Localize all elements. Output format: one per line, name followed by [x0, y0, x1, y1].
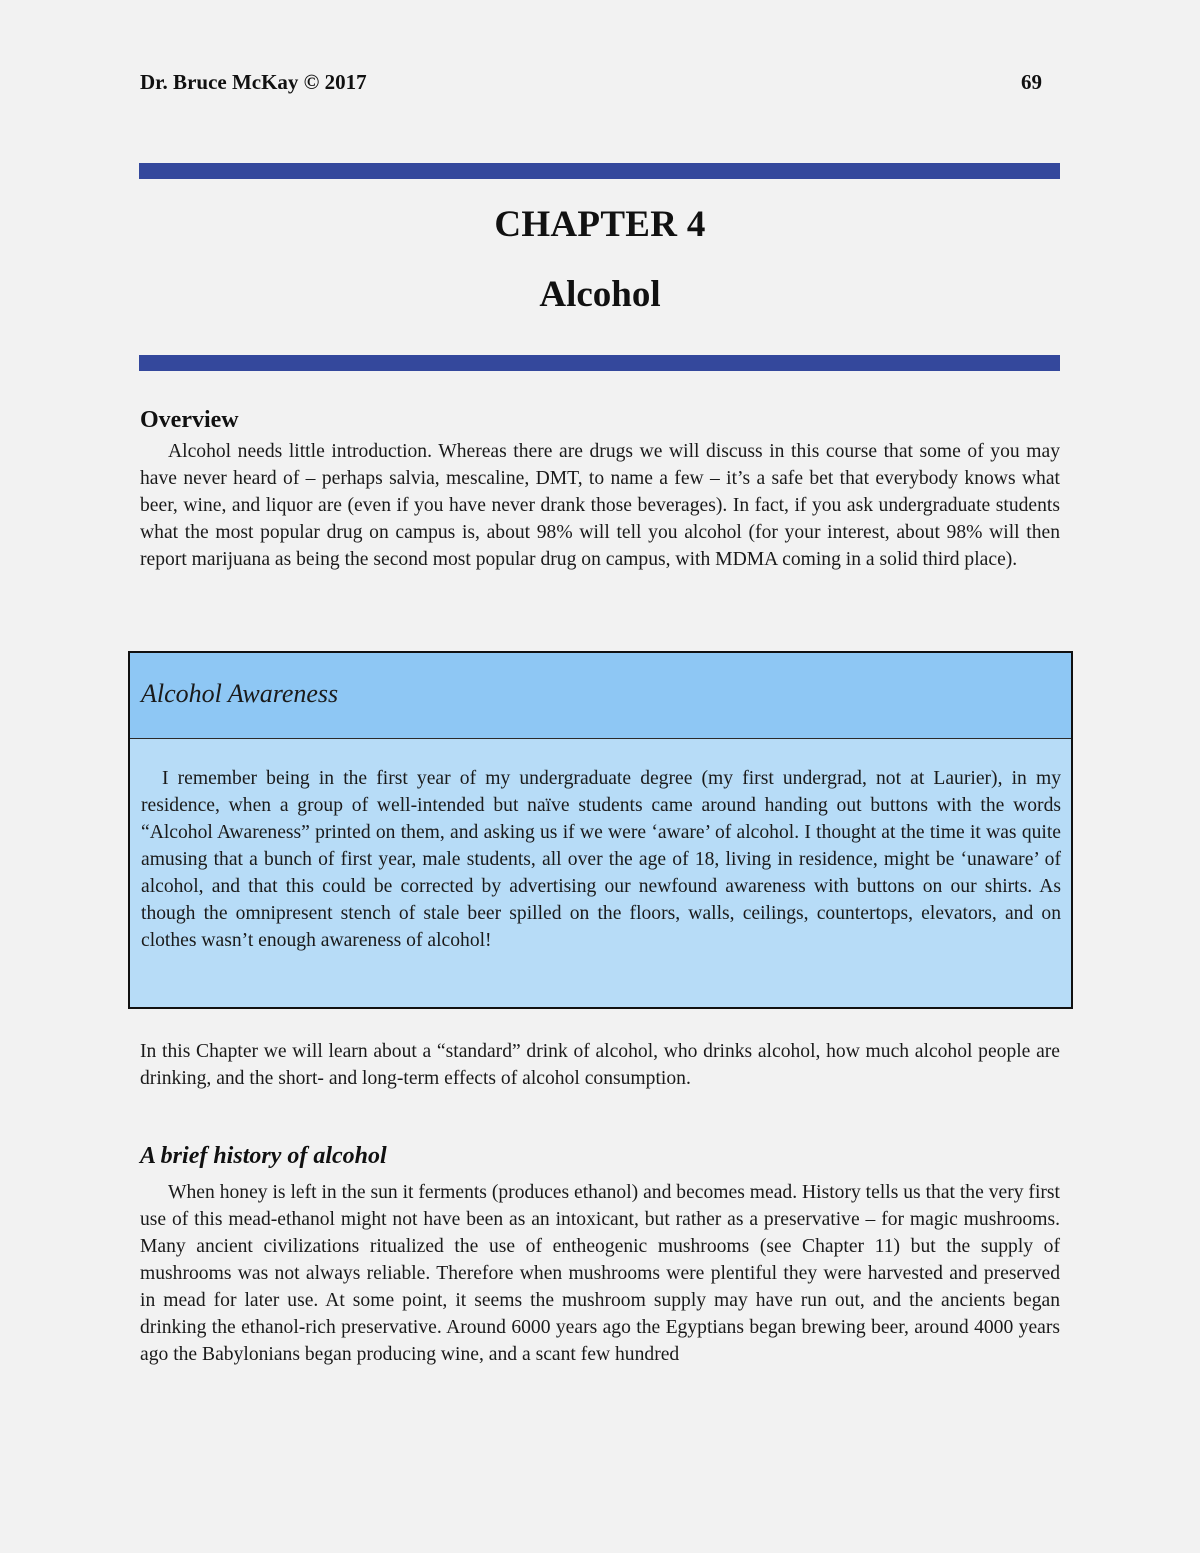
overview-paragraph: Alcohol needs little introduction. Whereas there are drugs we will discuss in this course that some of you may have never heard of – perhaps salvia, mescaline, DMT, to name a few – it’s a safe bet that everybody knows what beer, wine, and liquor are (even if you have never drank those beverages). In fact, if you ask undergraduate students what the most popular drug on campus is, about 98% will tell you alcohol (for your interest, about 98% will then report marijuana as being the second most popular drug on campus, with MDMA coming in a solid third place). — [140, 441, 1060, 570]
chapter-number: CHAPTER 4 — [494, 204, 706, 245]
callout-header — [130, 653, 1071, 739]
running-header-author: Dr. Bruce McKay © 2017 — [140, 70, 367, 94]
history-paragraph: When honey is left in the sun it ferments (produces ethanol) and becomes mead. History tells us that the very first use of this mead-ethanol might not have been as an intoxicant, but rather as a preservative – for magic mushrooms. Many ancient civilizations ritualized the use of entheogenic mushrooms (see Chapter 11) but the supply of mushrooms was not always reliable. Therefore when mushrooms were plentiful they were harvested and preserved in mead for later use. At some point, it seems the mushroom supply may have run out, and the ancients began drinking the ethanol-rich preservative. Around 6000 years ago the Egyptians began brewing beer, around 4000 years ago the Babylonians began producing wine, and a scant few hundred — [140, 1182, 1060, 1365]
overview-heading: Overview — [140, 407, 239, 433]
chapter-bottom-rule — [139, 355, 1060, 371]
chapter-top-rule — [139, 163, 1060, 179]
chapter-title: Alcohol — [539, 274, 661, 315]
history-heading: A brief history of alcohol — [140, 1143, 387, 1169]
callout-box — [128, 651, 1073, 1009]
callout-title: Alcohol Awareness — [141, 679, 339, 708]
page-number: 69 — [1021, 70, 1042, 94]
callout-paragraph: I remember being in the first year of my undergraduate degree (my first undergrad, not at Laurier), in my residence, when a group of well-intended but naïve students came around handing out buttons with the words “Alcohol Awareness” printed on them, and asking us if we were ‘aware’ of alcohol. I thought at the time it was quite amusing that a bunch of first year, male students, all over the age of 18, living in residence, might be ‘unaware’ of alcohol, and that this could be corrected by advertising our newfound awareness with buttons on our shirts. As though the omnipresent stench of stale beer spilled on the floors, walls, ceilings, countertops, elevators, and on clothes wasn’t enough awareness of alcohol! — [141, 768, 1061, 951]
chapter-intro-paragraph: In this Chapter we will learn about a “standard” drink of alcohol, who drinks alcohol, how much alcohol people are drinking, and the short- and long-term effects of alcohol consumption. — [140, 1041, 1060, 1089]
